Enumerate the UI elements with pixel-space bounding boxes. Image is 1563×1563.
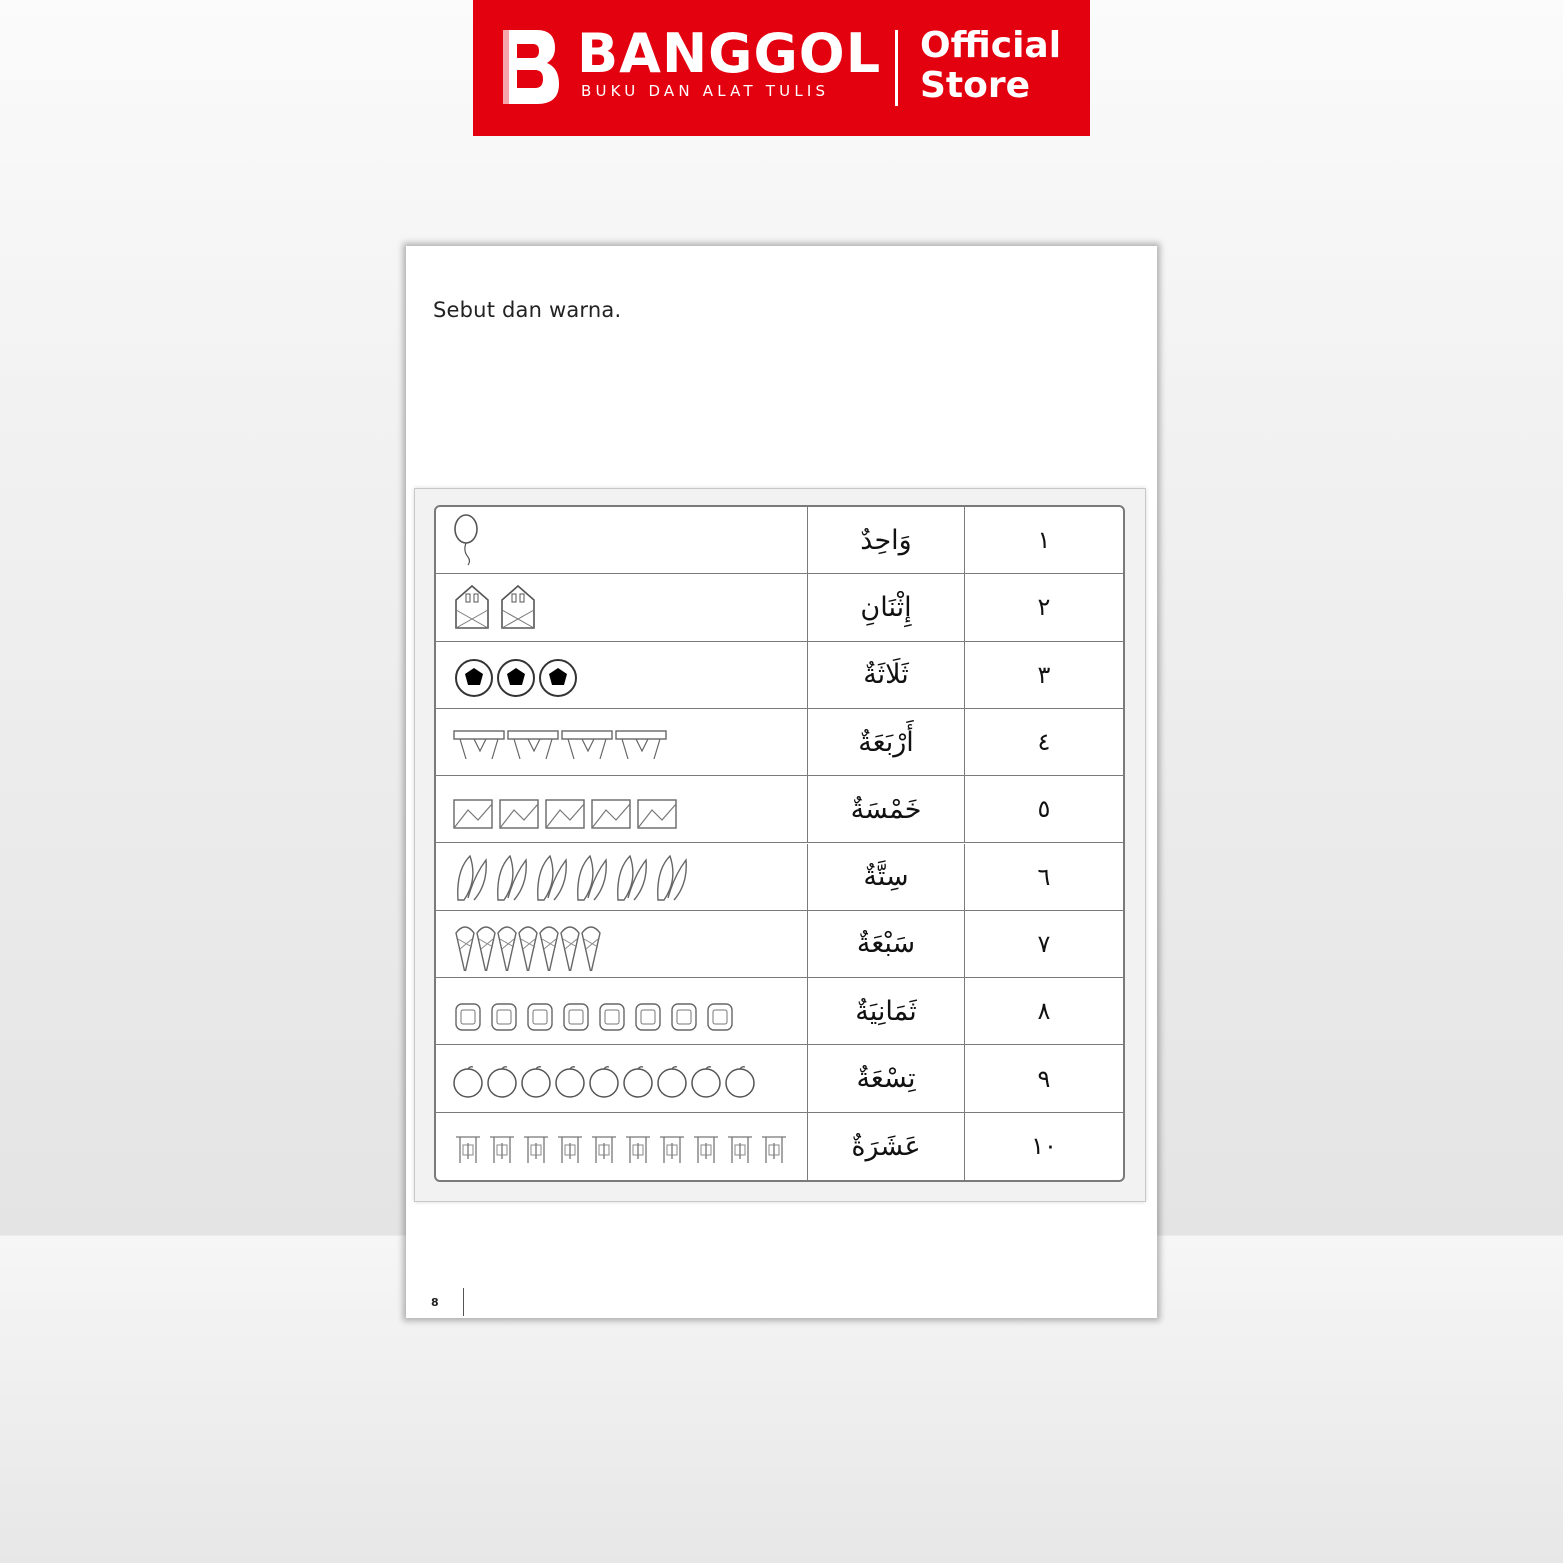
arabic-number-word: وَاحِدٌ [808,507,965,573]
chair-icon[interactable] [762,1137,786,1163]
arabic-numeral: ٥ [1037,795,1051,824]
chair-icon[interactable] [660,1137,684,1163]
number-row [436,978,1123,1045]
jar-icon[interactable] [600,1004,624,1030]
arabic-number-word: أَرْبَعَةٌ [808,709,965,775]
number-row [436,574,1123,641]
orange-icon[interactable] [726,1067,754,1097]
chair-icon[interactable] [728,1137,752,1163]
chair-icon[interactable] [524,1137,548,1163]
arabic-number-word: عَشَرَةٌ [808,1113,965,1180]
worksheet-page [406,246,1157,1318]
leaf-icon[interactable] [458,856,487,900]
orange-icon[interactable] [692,1067,720,1097]
picture-cell[interactable] [436,642,808,708]
ice-cream-cone-icon[interactable] [561,927,579,971]
picture-cell[interactable] [436,1113,808,1180]
table-icon[interactable] [508,731,558,759]
number-row [436,1113,1123,1180]
envelope-icon[interactable] [500,800,538,828]
picture-cell[interactable] [436,844,808,910]
arabic-numeral: ٧ [1037,929,1051,958]
jar-icon[interactable] [636,1004,660,1030]
number-table [434,505,1125,1182]
jar-icon[interactable] [528,1004,552,1030]
picture-cell[interactable] [436,978,808,1044]
arabic-numeral: ٤ [1037,728,1051,757]
arabic-number-word: ثَمَانِيَةٌ [808,978,965,1044]
orange-icon[interactable] [658,1067,686,1097]
chair-icon[interactable] [694,1137,718,1163]
envelope-icon[interactable] [454,800,492,828]
picture-cell[interactable] [436,507,808,573]
orange-icon[interactable] [454,1067,482,1097]
arabic-numeral: ٩ [1037,1064,1051,1093]
arabic-number-word: سَبْعَةٌ [808,911,965,977]
ice-cream-cone-icon[interactable] [498,927,516,971]
number-row [436,844,1123,911]
arabic-number-word: ثَلَاثَةٌ [808,642,965,708]
orange-icon[interactable] [624,1067,652,1097]
arabic-numeral: ٣ [1037,660,1051,689]
jar-icon[interactable] [564,1004,588,1030]
brand-divider [895,30,898,106]
jar-icon[interactable] [492,1004,516,1030]
store-line: Store [920,65,1031,106]
brand-name: BANGGOL [577,22,882,85]
chair-icon[interactable] [626,1137,650,1163]
arabic-number-word: سِتَّةٌ [808,844,965,910]
number-row [436,507,1123,574]
picture-cell[interactable] [436,1045,808,1111]
table-icon[interactable] [454,731,504,759]
number-row [436,709,1123,776]
arabic-number-word: إِثْنَانِ [808,574,965,640]
number-row [436,776,1123,843]
ice-cream-cone-icon[interactable] [519,927,537,971]
jar-icon[interactable] [456,1004,480,1030]
number-row [436,642,1123,709]
envelope-icon[interactable] [592,800,630,828]
ice-cream-cone-icon[interactable] [477,927,495,971]
arabic-numeral: ٢ [1037,593,1051,622]
arabic-number-word: خَمْسَةٌ [808,776,965,842]
instruction-text: Sebut dan warna. [433,298,622,322]
house-icon[interactable] [456,586,488,628]
official-store-label [920,26,1061,106]
picture-cell[interactable] [436,776,808,842]
brand-banner [473,0,1090,136]
balloon-icon[interactable] [455,515,477,565]
leaf-icon[interactable] [578,856,607,900]
chair-icon[interactable] [456,1137,480,1163]
worksheet-frame [414,488,1146,1202]
chair-icon[interactable] [592,1137,616,1163]
number-row [436,911,1123,978]
leaf-icon[interactable] [498,856,527,900]
picture-cell[interactable] [436,709,808,775]
chair-icon[interactable] [558,1137,582,1163]
number-row [436,1045,1123,1112]
envelope-icon[interactable] [638,800,676,828]
house-icon[interactable] [502,586,534,628]
official-line: Official [920,25,1062,66]
jar-icon[interactable] [672,1004,696,1030]
arabic-numeral: ١٠ [1031,1132,1057,1161]
ball-icon[interactable] [456,660,492,696]
arabic-numeral: ١ [1037,526,1051,555]
arabic-numeral: ٨ [1037,997,1051,1026]
picture-cell[interactable] [436,911,808,977]
ball-icon[interactable] [540,660,576,696]
ice-cream-cone-icon[interactable] [582,927,600,971]
orange-icon[interactable] [590,1067,618,1097]
orange-icon[interactable] [488,1067,516,1097]
picture-cell[interactable] [436,574,808,640]
ice-cream-cone-icon[interactable] [456,927,474,971]
arabic-number-word: تِسْعَةٌ [808,1045,965,1111]
brand-tagline: BUKU DAN ALAT TULIS [581,82,830,100]
leaf-icon[interactable] [538,856,567,900]
envelope-icon[interactable] [546,800,584,828]
page-rule [463,1288,464,1316]
leaf-icon[interactable] [658,856,687,900]
table-icon[interactable] [616,731,666,759]
ice-cream-cone-icon[interactable] [540,927,558,971]
leaf-icon[interactable] [618,856,647,900]
book-b-logo-icon [497,24,561,108]
orange-icon[interactable] [522,1067,550,1097]
table-icon[interactable] [562,731,612,759]
page-number: 8 [431,1296,439,1309]
jar-icon[interactable] [708,1004,732,1030]
arabic-numeral: ٦ [1037,862,1051,891]
ball-icon[interactable] [498,660,534,696]
orange-icon[interactable] [556,1067,584,1097]
chair-icon[interactable] [490,1137,514,1163]
